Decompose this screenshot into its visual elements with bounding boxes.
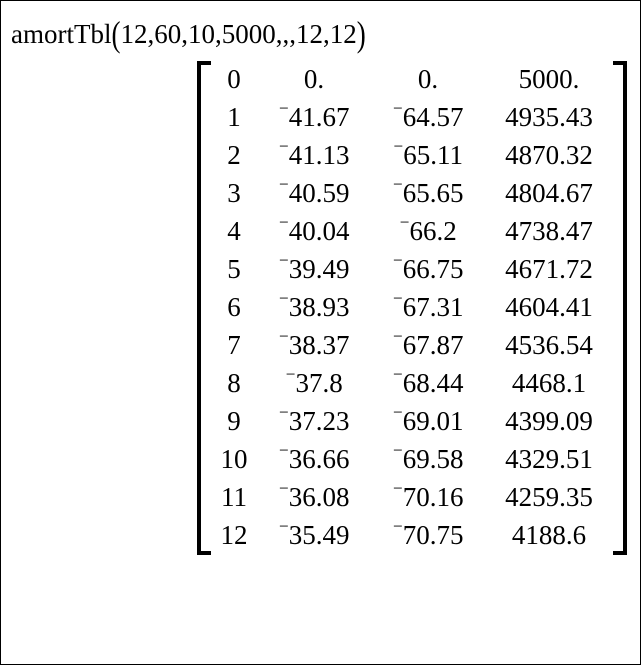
cell-interest: [257, 175, 371, 213]
cell-principal: [371, 327, 485, 365]
cell-period: [211, 137, 257, 175]
cell-balance-value: 4804.67: [505, 178, 593, 208]
table-row: [211, 479, 613, 517]
cell-balance: [485, 251, 613, 289]
cell-period-value: 11: [221, 482, 247, 512]
cell-balance: [485, 479, 613, 517]
cell-principal-value: 65.11: [403, 140, 464, 170]
negative-sign: ⁻: [392, 329, 403, 352]
cell-period: [211, 365, 257, 403]
open-paren: (: [111, 13, 121, 55]
cell-balance: [485, 99, 613, 137]
cell-interest: [257, 517, 371, 555]
cell-principal-value: 65.65: [402, 178, 464, 208]
function-name: amortTbl: [11, 19, 112, 49]
cell-balance-value: 5000.: [518, 64, 580, 94]
cell-period: [211, 61, 257, 99]
cell-principal-value: 70.16: [402, 482, 464, 512]
cell-principal: [371, 175, 485, 213]
table-row: [211, 441, 613, 479]
cell-interest-value: 41.67: [288, 102, 350, 132]
cell-interest-value: 0.: [303, 64, 325, 94]
cell-principal-value: 66.75: [402, 254, 464, 284]
cell-principal-value: 64.57: [402, 102, 464, 132]
cell-interest-value: 37.8: [295, 368, 343, 398]
matrix-left-bracket: [197, 61, 211, 555]
cell-balance: [485, 175, 613, 213]
negative-sign: ⁻: [392, 481, 403, 504]
cell-period: [211, 441, 257, 479]
negative-sign: ⁻: [278, 405, 289, 428]
cell-interest-value: 38.93: [288, 292, 350, 322]
matrix-right-bracket: [613, 61, 627, 555]
cell-principal: [371, 213, 485, 251]
table-row: [211, 61, 613, 99]
cell-principal-value: 68.44: [402, 368, 464, 398]
negative-sign: ⁻: [278, 481, 289, 504]
cell-period-value: 8: [227, 368, 241, 398]
cell-balance-value: 4738.47: [505, 216, 593, 246]
cell-interest: [257, 403, 371, 441]
cell-balance-value: 4870.32: [505, 140, 593, 170]
cell-period: [211, 403, 257, 441]
cell-period-value: 1: [227, 102, 241, 132]
negative-sign: ⁻: [278, 139, 289, 162]
cell-interest: [257, 251, 371, 289]
cell-interest-value: 40.04: [288, 216, 350, 246]
cell-interest-value: 35.49: [288, 520, 350, 550]
negative-sign: ⁻: [278, 329, 289, 352]
cell-period-value: 10: [220, 444, 248, 474]
cell-interest: [257, 61, 371, 99]
function-arguments: 12,60,10,5000,,,12,12: [120, 19, 357, 49]
cell-principal: [371, 251, 485, 289]
cell-balance: [485, 517, 613, 555]
cell-period-value: 12: [220, 520, 248, 550]
cell-period: [211, 517, 257, 555]
negative-sign: ⁻: [278, 443, 289, 466]
cell-balance: [485, 137, 613, 175]
entered-expression[interactable]: [11, 13, 366, 55]
table-row: [211, 251, 613, 289]
cell-principal: [371, 479, 485, 517]
cell-period-value: 0: [227, 64, 241, 94]
cell-principal-value: 0.: [417, 64, 439, 94]
negative-sign: ⁻: [392, 253, 403, 276]
cell-period: [211, 213, 257, 251]
cell-interest: [257, 479, 371, 517]
cell-balance-value: 4259.35: [505, 482, 593, 512]
cell-balance: [485, 441, 613, 479]
cell-principal: [371, 137, 485, 175]
cell-period: [211, 327, 257, 365]
cell-interest: [257, 213, 371, 251]
table-row: [211, 213, 613, 251]
cell-interest-value: 39.49: [288, 254, 350, 284]
negative-sign: ⁻: [399, 215, 410, 238]
cell-balance-value: 4399.09: [505, 406, 593, 436]
cell-interest: [257, 365, 371, 403]
cell-balance: [485, 327, 613, 365]
table-row: [211, 289, 613, 327]
cell-period-value: 3: [227, 178, 241, 208]
cell-interest-value: 36.66: [288, 444, 350, 474]
cell-balance: [485, 213, 613, 251]
negative-sign: ⁻: [278, 253, 289, 276]
negative-sign: ⁻: [278, 101, 289, 124]
negative-sign: ⁻: [392, 367, 403, 390]
cell-balance-value: 4604.41: [505, 292, 593, 322]
cell-interest-value: 38.37: [288, 330, 350, 360]
cell-principal-value: 67.31: [402, 292, 464, 322]
negative-sign: ⁻: [278, 291, 289, 314]
cell-interest: [257, 441, 371, 479]
cell-interest: [257, 289, 371, 327]
cell-balance-value: 4468.1: [511, 368, 587, 398]
negative-sign: ⁻: [392, 405, 403, 428]
cell-principal: [371, 61, 485, 99]
cell-balance: [485, 403, 613, 441]
cell-balance-value: 4935.43: [505, 102, 593, 132]
negative-sign: ⁻: [392, 177, 403, 200]
cell-principal: [371, 365, 485, 403]
cell-period-value: 2: [227, 140, 241, 170]
cell-interest-value: 37.23: [288, 406, 350, 436]
cell-interest: [257, 327, 371, 365]
cell-principal: [371, 441, 485, 479]
cell-interest: [257, 99, 371, 137]
cell-balance-value: 4188.6: [511, 520, 587, 550]
negative-sign: ⁻: [285, 367, 296, 390]
cell-balance-value: 4536.54: [505, 330, 593, 360]
cell-period-value: 7: [227, 330, 241, 360]
cell-period: [211, 251, 257, 289]
cell-period: [211, 289, 257, 327]
cell-period: [211, 99, 257, 137]
cell-balance: [485, 289, 613, 327]
negative-sign: ⁻: [392, 101, 403, 124]
cell-interest-value: 36.08: [288, 482, 350, 512]
cell-interest: [257, 137, 371, 175]
cell-balance-value: 4671.72: [505, 254, 593, 284]
negative-sign: ⁻: [392, 519, 403, 542]
cell-period: [211, 479, 257, 517]
matrix-table: [211, 61, 613, 555]
negative-sign: ⁻: [278, 519, 289, 542]
cell-principal-value: 66.2: [409, 216, 457, 246]
amortization-matrix: [197, 61, 627, 555]
cell-balance-value: 4329.51: [505, 444, 593, 474]
cell-period-value: 9: [227, 406, 241, 436]
cell-principal-value: 69.01: [402, 406, 464, 436]
negative-sign: ⁻: [392, 291, 403, 314]
table-row: [211, 403, 613, 441]
close-paren: ): [356, 13, 366, 55]
cell-period-value: 4: [227, 216, 241, 246]
cell-principal-value: 67.87: [402, 330, 464, 360]
table-row: [211, 517, 613, 555]
cell-principal-value: 70.75: [402, 520, 464, 550]
cell-principal-value: 69.58: [402, 444, 464, 474]
cell-period: [211, 175, 257, 213]
table-row: [211, 365, 613, 403]
cell-balance: [485, 61, 613, 99]
cell-principal: [371, 99, 485, 137]
cell-principal: [371, 517, 485, 555]
cell-period-value: 6: [227, 292, 241, 322]
cell-principal: [371, 403, 485, 441]
cell-balance: [485, 365, 613, 403]
negative-sign: ⁻: [392, 443, 403, 466]
negative-sign: ⁻: [278, 215, 289, 238]
cell-principal: [371, 289, 485, 327]
table-row: [211, 137, 613, 175]
table-row: [211, 327, 613, 365]
negative-sign: ⁻: [392, 139, 404, 162]
cell-period-value: 5: [227, 254, 241, 284]
table-row: [211, 175, 613, 213]
negative-sign: ⁻: [278, 177, 289, 200]
table-row: [211, 99, 613, 137]
cell-interest-value: 40.59: [288, 178, 350, 208]
cell-interest-value: 41.13: [288, 140, 350, 170]
